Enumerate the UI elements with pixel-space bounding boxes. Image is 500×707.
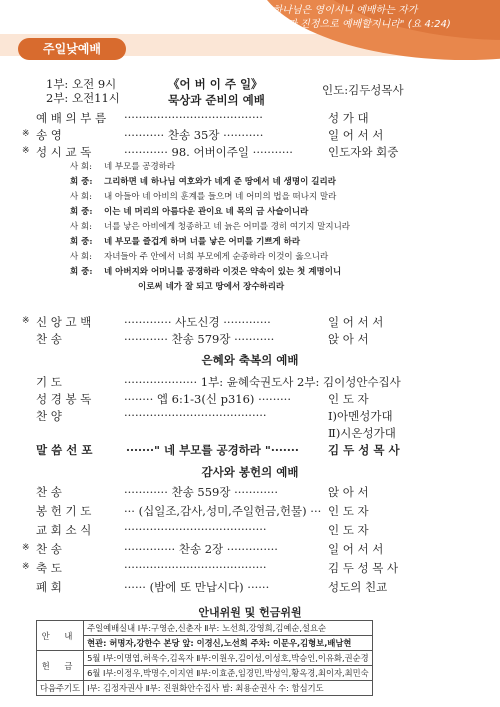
order-detail: ··· (십일조,감사,성미,주일헌금,헌물) ··· (124, 504, 322, 518)
sermon-item: 말 씀 선 포 (36, 443, 93, 457)
header-banner (0, 0, 500, 62)
order-detail: ············ 찬송 579장 ··········· (124, 332, 275, 346)
responsive-speaker: 사 회: (70, 192, 92, 202)
order-item: 폐 회 (36, 580, 62, 594)
order-detail: ············· 사도신경 ············· (124, 315, 271, 329)
order-detail: ······································· (124, 408, 267, 422)
responsive-text: 이는 네 머리의 아름다운 관이요 네 목의 금 사슬이니라 (104, 207, 309, 217)
order-item: 봉 헌 기 도 (36, 504, 92, 518)
table-cell: 5월 Ⅰ부:이명엽,허욱수,김옥자 Ⅱ부:이원우,김이성,이성호,박승인,이유화,권순경 (84, 651, 373, 666)
order-item: 송 영 (36, 128, 62, 142)
order-role: Ⅱ)시온성가대 (328, 426, 396, 440)
responsive-line (70, 190, 336, 202)
leader: 인도:김두성목사 (322, 83, 404, 97)
table-cell: 헌 금 (37, 651, 84, 681)
section-title-3: 감사와 봉헌의 예배 (201, 465, 299, 479)
order-detail: ········ 엡 6:1-3(신 p316) ········· (124, 392, 291, 406)
responsive-speaker: 회 중: (70, 177, 93, 187)
table-cell: 6월 Ⅰ부:이정우,박명수,이지연 Ⅱ부:이효준,임경민,박성익,황옥경,최이자,최민숙 (84, 666, 373, 681)
table-cell: 현관: 허명자,강한수 본당 앞: 이경신,노선희 주차: 이문우,김형보,배남현 (84, 636, 373, 651)
responsive-line (70, 250, 328, 262)
order-role: 김 두 성 목 사 (328, 561, 399, 575)
responsive-text: 너를 낳은 아비에게 청종하고 네 늙은 어미를 경히 여기지 말지니라 (104, 222, 351, 232)
responsive-line (104, 280, 284, 292)
responsive-speaker: 사 회: (70, 162, 92, 172)
responsive-text: 네 아버지와 어머니를 공경하라 이것은 약속이 있는 첫 계명이니 (104, 267, 342, 277)
order-detail: ······································· (124, 560, 267, 574)
table-row (37, 666, 373, 681)
order-role: 성도의 친교 (328, 580, 388, 594)
sermon-title: ·······" 네 부모를 공경하라 "······· (126, 443, 299, 457)
order-detail: ······································ (124, 110, 263, 124)
table-row (37, 636, 373, 651)
order-role: 일 어 서 서 (328, 128, 384, 142)
table-cell: 주일예배실내 Ⅰ부:구영순,신춘자 Ⅱ부: 노선희,강영희,김예순,설요순 (84, 621, 373, 636)
responsive-speaker: 회 중: (70, 207, 93, 217)
responsive-line (70, 235, 300, 247)
table-row (37, 621, 373, 636)
time-1: 1부: 오전 9시 (46, 77, 117, 91)
committee-title: 안내위원 및 헌금위원 (198, 606, 302, 619)
responsive-speaker: 사 회: (70, 222, 92, 232)
order-detail: ······································· (124, 522, 267, 536)
responsive-text: 내 아들아 네 아비의 훈계를 들으며 네 어미의 법을 떠나지 말라 (104, 192, 337, 202)
section-title-1: 묵상과 준비의 예배 (168, 93, 265, 107)
responsive-line (70, 265, 341, 277)
order-role: 일 어 서 서 (328, 542, 384, 556)
table-cell: 다음주기도 (37, 681, 84, 696)
order-item: 찬 송 (36, 485, 62, 499)
verse-line-2: 신령과 진정으로 예배할지니라" (요 4:24) (268, 19, 451, 30)
order-detail: ··········· 찬송 35장 ··········· (124, 128, 264, 142)
committee-table (36, 620, 373, 696)
order-role: 성 가 대 (328, 111, 369, 125)
responsive-line (70, 205, 308, 217)
responsive-text: 네 부모를 공경하라 (104, 162, 176, 172)
sermon-preacher: 김 두 성 목 사 (328, 443, 400, 457)
header-verse (268, 4, 496, 32)
order-item: 찬 양 (36, 409, 62, 423)
order-role: 앉 아 서 (328, 485, 369, 499)
order-star: ※ (22, 316, 30, 326)
order-star: ※ (22, 146, 30, 156)
section-title-2: 은혜와 축복의 예배 (201, 353, 299, 367)
responsive-line (70, 160, 175, 172)
table-cell: Ⅰ부: 김정자권사 Ⅱ부: 진원화안수집사 밤: 최용순권사 수: 함심기도 (84, 681, 373, 696)
order-role: 인 도 자 (328, 504, 369, 518)
order-role: 인 도 자 (328, 392, 369, 406)
order-role: Ⅰ)아멘성가대 (328, 409, 393, 423)
order-item: 축 도 (36, 561, 62, 575)
order-detail: ·············· 찬송 2장 ·············· (124, 542, 278, 556)
order-role: 일 어 서 서 (328, 315, 384, 329)
responsive-line (70, 220, 350, 232)
order-star: ※ (22, 129, 30, 139)
responsive-speaker: 회 중: (70, 237, 93, 247)
order-detail: ············ 찬송 559장 ············ (124, 485, 278, 499)
table-row (37, 651, 373, 666)
responsive-speaker: 사 회: (70, 252, 92, 262)
theme-title: 《어 버 이 주 일》 (168, 77, 263, 91)
responsive-speaker: 회 중: (70, 267, 93, 277)
responsive-text: 네 부모를 즐겁게 하며 너를 낳은 어미를 기쁘게 하라 (104, 237, 301, 247)
order-detail: ············ 98. 어버이주일 ··········· (124, 145, 293, 159)
order-role: 앉 아 서 (328, 332, 369, 346)
responsive-text: 자녀들아 주 안에서 너희 부모에게 순종하라 이것이 옳으니라 (104, 252, 329, 262)
order-item: 예 배 의 부 름 (36, 111, 107, 125)
order-star: ※ (22, 562, 30, 572)
order-item: 성 시 교 독 (36, 145, 92, 159)
order-item: 교 회 소 식 (36, 523, 92, 537)
responsive-text: 그리하면 네 하나님 여호와가 네게 준 땅에서 네 생명이 길리라 (104, 177, 336, 187)
order-item: 기 도 (36, 375, 62, 389)
order-star: ※ (22, 543, 30, 553)
order-item: 찬 송 (36, 332, 62, 346)
order-item: 신 앙 고 백 (36, 315, 92, 329)
order-item: 찬 송 (36, 542, 62, 556)
order-detail: ···················· 1부: 윤혜숙권도사 2부: 김이성안수집사 (124, 375, 401, 389)
responsive-line (70, 175, 336, 187)
order-role: 인도자와 회중 (328, 145, 399, 159)
time-2: 2부: 오전11시 (46, 91, 120, 105)
table-cell: 안 내 (37, 621, 84, 651)
verse-line-1: "하나님은 영이시니 예배하는 자가 (268, 5, 418, 16)
responsive-text: 이로써 네가 잘 되고 땅에서 장수하리라 (138, 282, 285, 292)
order-detail: ······ (밤에 또 만납시다) ······ (124, 580, 270, 594)
table-row (37, 681, 373, 696)
order-item: 성 경 봉 독 (36, 392, 92, 406)
service-badge: 주일낮예배 (18, 38, 126, 60)
order-role: 인 도 자 (328, 523, 369, 537)
